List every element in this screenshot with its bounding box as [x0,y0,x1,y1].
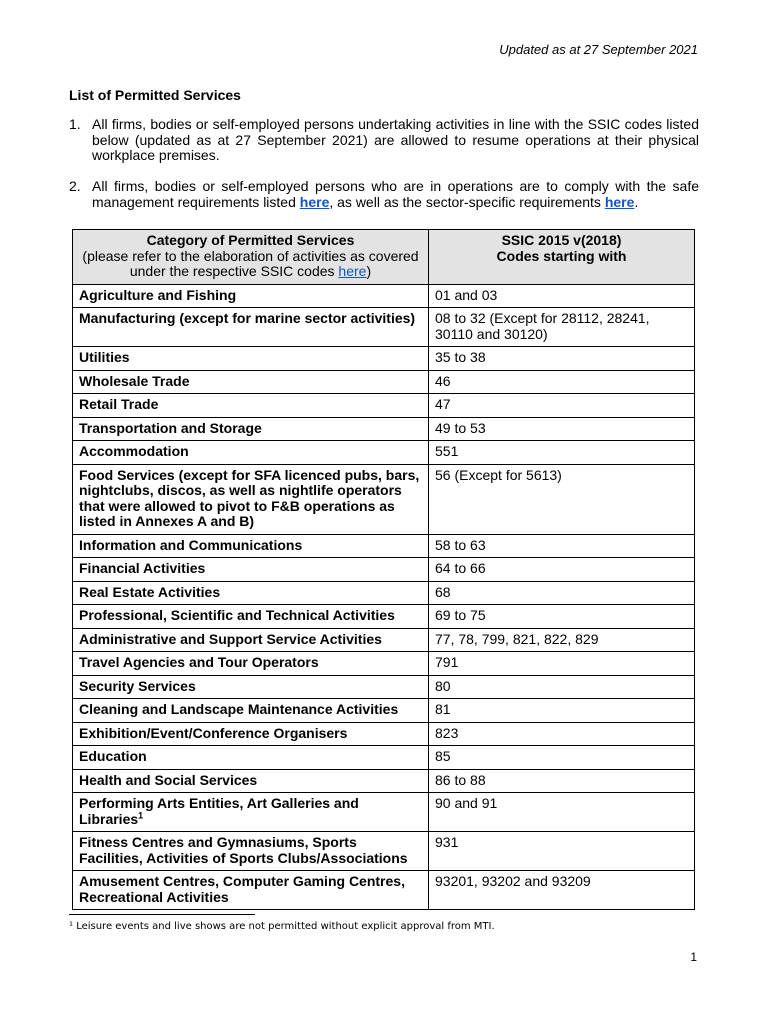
paragraph-1 [69,117,699,164]
ssic-codes-cell: 823 [429,722,695,746]
ssic-codes-cell: 56 (Except for 5613) [429,464,695,534]
updated-date: Updated as at 27 September 2021 [499,42,698,57]
paragraph-2 [69,179,699,210]
service-category-cell [73,722,429,746]
paragraph-text-part: , as well as the sector-specific requirements [329,193,605,210]
service-category: Wholesale Trade [79,372,190,389]
service-category: Accommodation [79,443,189,459]
permitted-services-table [72,229,695,910]
service-category: Exhibition/Event/Conference Organisers [79,724,348,741]
ssic-codes-cell: 69 to 75 [429,605,695,629]
service-category: Education [79,748,147,764]
page-number: 1 [690,950,697,964]
ssic-codes-cell: 931 [429,832,695,871]
service-category-cell [73,417,429,441]
table-body [73,284,695,910]
service-category: Agriculture and Fishing [79,286,237,303]
ssic-codes-cell: 80 [429,675,695,699]
table-row [73,308,695,347]
service-category-cell [73,558,429,582]
ssic-codes-cell: 08 to 32 (Except for 28112, 28241, 30110 and 30120) [429,308,695,347]
page-title: List of Permitted Services [69,87,241,103]
table-row [73,394,695,418]
ssic-codes-cell: 49 to 53 [429,417,695,441]
paragraph-text-part: . [634,193,639,210]
ssic-codes-cell: 47 [429,394,695,418]
table-row [73,793,695,832]
service-category-cell [73,441,429,465]
service-category: Manufacturing (except for marine sector activities) [79,310,416,326]
ssic-codes-cell: 64 to 66 [429,558,695,582]
table-row [73,441,695,465]
service-category: Travel Agencies and Tour Operators [79,654,319,670]
service-category: Real Estate Activities [79,583,221,600]
safe-management-link[interactable]: here [299,193,330,210]
ssic-codes-cell: 93201, 93202 and 93209 [429,871,695,910]
ssic-codes-cell: 551 [429,441,695,465]
service-category-cell [73,534,429,558]
sector-requirements-link[interactable]: here [604,193,635,210]
service-category: Fitness Centres and Gymnasiums, Sports Facilities, Activities of Sports Clubs/Associations [79,834,408,866]
table-row [73,769,695,793]
ssic-codes-cell: 791 [429,652,695,676]
category-column-header [73,230,429,285]
ssic-header-line1: SSIC 2015 v(2018) [501,232,622,248]
service-category-cell [73,605,429,629]
service-category: Transportation and Storage [79,419,262,436]
category-header-note-close: ) [366,263,372,279]
category-header-note [79,249,422,280]
table-row [73,605,695,629]
table-row [73,722,695,746]
paragraph-text [92,179,699,210]
paragraph-number: 1. [69,116,81,132]
ssic-codes-cell: 68 [429,581,695,605]
table-row [73,347,695,371]
service-category: Utilities [79,349,130,365]
table-header-row [73,230,695,285]
service-category: Retail Trade [79,396,159,412]
footnote-marker: 1 [138,809,144,820]
table-row [73,871,695,910]
ssic-codes-cell: 01 and 03 [429,284,695,308]
table-row [73,464,695,534]
table-row [73,832,695,871]
service-category-cell [73,652,429,676]
paragraph-number: 2. [69,178,81,194]
ssic-elaboration-link[interactable]: here [338,263,367,279]
service-category: Financial Activities [79,560,206,576]
table-row [73,675,695,699]
table-row [73,558,695,582]
ssic-codes-cell: 58 to 63 [429,534,695,558]
service-category-cell [73,871,429,910]
table-row [73,652,695,676]
category-header-title: Category of Permitted Services [146,232,355,248]
service-category: Amusement Centres, Computer Gaming Centres, Recreational Activities [79,873,405,905]
service-category: Cleaning and Landscape Maintenance Activities [79,701,399,717]
service-category-cell [73,581,429,605]
service-category-cell [73,370,429,394]
ssic-codes-cell: 85 [429,746,695,770]
service-category: Information and Communications [79,536,303,553]
service-category-cell [73,464,429,534]
ssic-codes-cell: 81 [429,699,695,723]
ssic-codes-cell: 90 and 91 [429,793,695,832]
service-category: Professional, Scientific and Technical Activities [79,607,395,623]
service-category-cell [73,308,429,347]
service-category-cell [73,746,429,770]
ssic-codes-cell: 35 to 38 [429,347,695,371]
service-category-cell [73,284,429,308]
service-category: Security Services [79,677,196,694]
footnote-divider [69,914,255,915]
footnote: ¹ Leisure events and live shows are not permitted without explicit approval from MTI. [69,921,495,932]
service-category-cell [73,769,429,793]
table-row [73,534,695,558]
table-row [73,628,695,652]
ssic-codes-cell: 77, 78, 799, 821, 822, 829 [429,628,695,652]
category-header-note-text: (please refer to the elaboration of activities as covered under the respective SSIC codes [82,247,419,279]
service-category: Administrative and Support Service Activities [79,630,382,647]
service-category-cell [73,394,429,418]
service-category: Performing Arts Entities, Art Galleries and Libraries [79,795,359,827]
service-category: Health and Social Services [79,771,258,788]
service-category-cell [73,793,429,832]
paragraph-text-part: All firms, bodies or self-employed persons who are in operations are to comply with the safe management requirements listed [92,178,699,210]
table-row [73,699,695,723]
service-category-cell [73,628,429,652]
service-category-cell [73,699,429,723]
table-row [73,581,695,605]
ssic-header-line2: Codes starting with [496,247,627,264]
table-row [73,417,695,441]
table-row [73,746,695,770]
table-row [73,370,695,394]
service-category-cell [73,832,429,871]
ssic-column-header [429,230,695,285]
ssic-codes-cell: 46 [429,370,695,394]
service-category: Food Services (except for SFA licenced pubs, bars, nightclubs, discos, as well as nightlife operators that were allowed to pivot to F&B operations as listed in Annexes A and B) [79,466,420,529]
service-category-cell [73,347,429,371]
paragraph-text: All firms, bodies or self-employed persons undertaking activities in line with the SSIC codes listed below (updated as at 27 September 2021) are allowed to resume operations at their physical workplace premises. [92,116,699,163]
table-row [73,284,695,308]
service-category-cell [73,675,429,699]
ssic-codes-cell: 86 to 88 [429,769,695,793]
